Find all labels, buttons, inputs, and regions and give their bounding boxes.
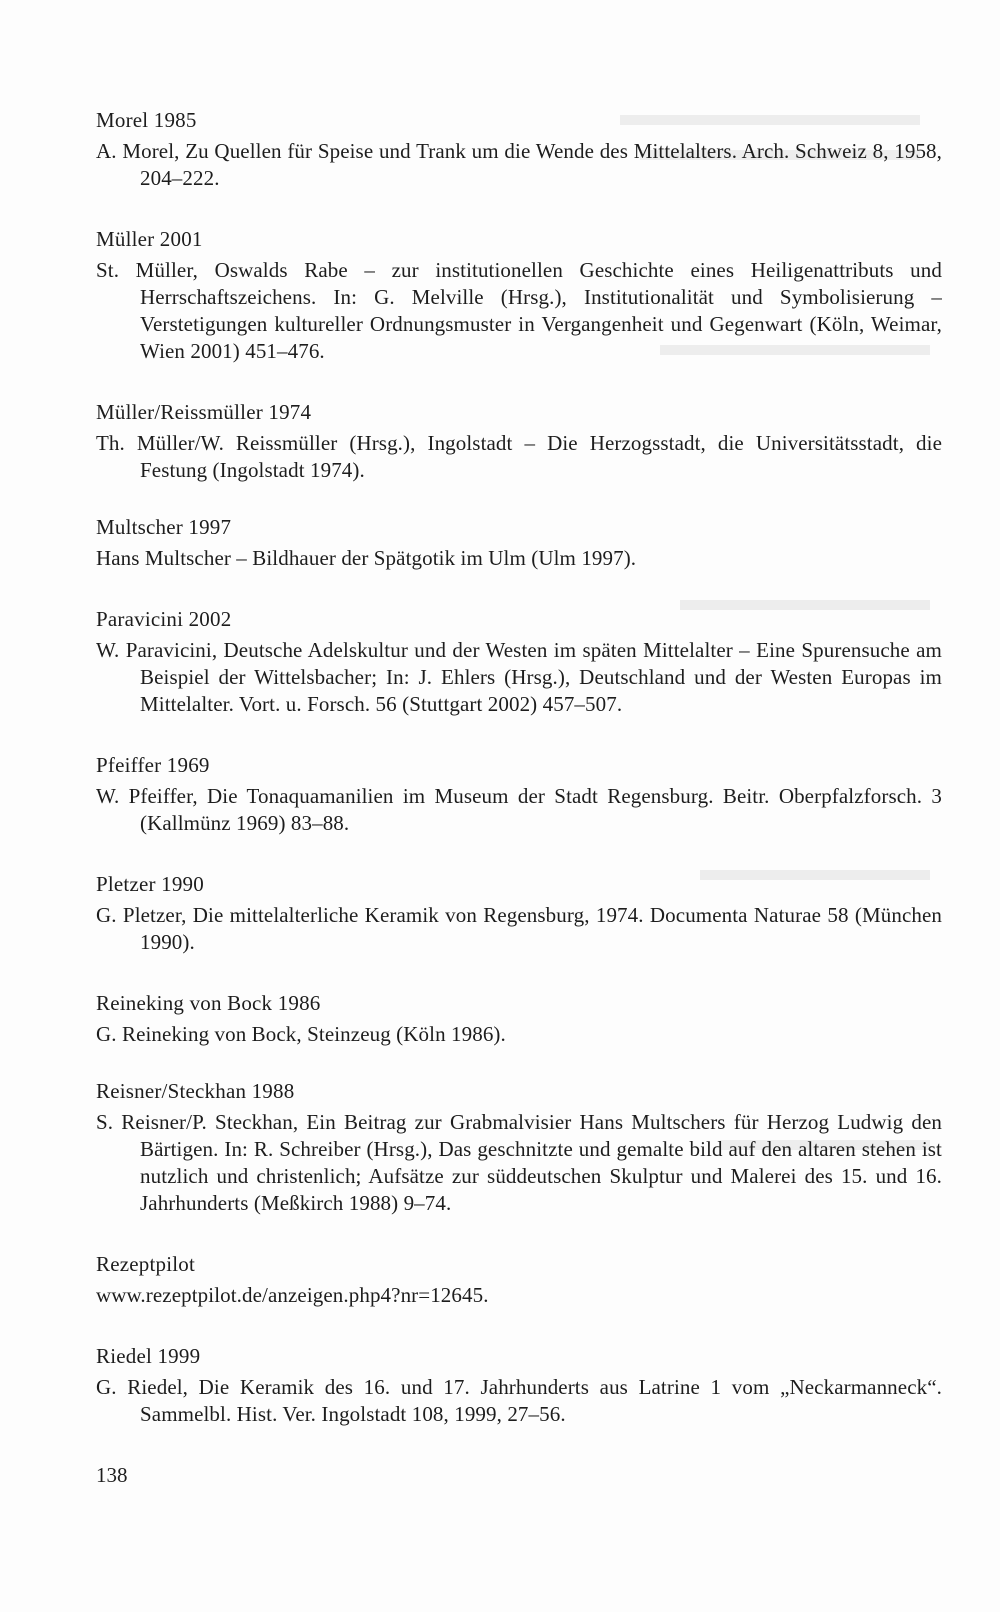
bibliography-entry: [96, 1078, 942, 1217]
bibliography-entry: [96, 514, 942, 572]
entry-reference: St. Müller, Oswalds Rabe – zur institutionellen Geschichte eines Heiligenattributs und Herrschaftszeichens. In: G. Melville (Hrsg.), Institutionalität und Symbolisierung – Verstetigungen kultureller Ordnungsmuster in Vergangenheit und Gegenwart (Köln, Weimar, Wien 2001) 451–476.: [96, 258, 942, 363]
entry-reference: www.rezeptpilot.de/anzeigen.php4?nr=12645.: [96, 1283, 489, 1307]
bibliography-entry: [96, 871, 942, 956]
entry-key: Multscher 1997: [96, 515, 232, 539]
entry-key: Reisner/Steckhan 1988: [96, 1079, 295, 1103]
entry-reference: G. Riedel, Die Keramik des 16. und 17. Jahrhunderts aus Latrine 1 vom „Neckarmanneck“. Sammelbl. Hist. Ver. Ingolstadt 108, 1999, 27–56.: [96, 1375, 942, 1426]
entry-key: Paravicini 2002: [96, 607, 232, 631]
bibliography-entry: [96, 752, 942, 837]
entry-key: Morel 1985: [96, 108, 197, 132]
entry-reference: S. Reisner/P. Steckhan, Ein Beitrag zur Grabmalvisier Hans Multschers für Herzog Ludwig den Bärtigen. In: R. Schreiber (Hrsg.), Das geschnitzte und gemalte bild auf den altaren stehen ist nutzlich und christenlich; Aufsätze zur süddeutschen Skulptur und Malerei des 15. und 16. Jahrhunderts (Meßkirch 1988) 9–74.: [96, 1110, 942, 1215]
entry-reference: W. Paravicini, Deutsche Adelskultur und der Westen im späten Mittelalter – Eine Spurensuche am Beispiel der Wittelsbacher; In: J. Ehlers (Hrsg.), Deutschland und der Westen Europas im Mittelalter. Vort. u. Forsch. 56 (Stuttgart 2002) 457–507.: [96, 638, 942, 716]
bibliography-entry: [96, 1343, 942, 1428]
bibliography-entry: [96, 990, 942, 1048]
bibliography-entry: [96, 606, 942, 718]
bibliography-entry: [96, 399, 942, 484]
bibliography-entry: [96, 107, 942, 192]
entry-key: Müller/Reissmüller 1974: [96, 400, 312, 424]
entry-reference: G. Pletzer, Die mittelalterliche Keramik von Regensburg, 1974. Documenta Naturae 58 (München 1990).: [96, 903, 942, 954]
page-number: 138: [96, 1463, 128, 1487]
entry-key: Riedel 1999: [96, 1344, 201, 1368]
entry-key: Pfeiffer 1969: [96, 753, 210, 777]
entry-key: Müller 2001: [96, 227, 203, 251]
bibliography-list: [96, 107, 942, 1462]
bibliography-entry: [96, 1251, 942, 1309]
entry-reference: Th. Müller/W. Reissmüller (Hrsg.), Ingolstadt – Die Herzogsstadt, die Universitätsstadt, die Festung (Ingolstadt 1974).: [96, 431, 942, 482]
entry-reference: W. Pfeiffer, Die Tonaquamanilien im Museum der Stadt Regensburg. Beitr. Oberpfalzforsch. 3 (Kallmünz 1969) 83–88.: [96, 784, 942, 835]
bibliography-entry: [96, 226, 942, 365]
entry-reference: Hans Multscher – Bildhauer der Spätgotik im Ulm (Ulm 1997).: [96, 546, 637, 570]
entry-key: Reineking von Bock 1986: [96, 991, 321, 1015]
entry-reference: G. Reineking von Bock, Steinzeug (Köln 1986).: [96, 1022, 506, 1046]
entry-key: Rezeptpilot: [96, 1252, 196, 1276]
entry-reference: A. Morel, Zu Quellen für Speise und Trank um die Wende des Mittelalters. Arch. Schweiz 8, 1958, 204–222.: [96, 139, 942, 190]
entry-key: Pletzer 1990: [96, 872, 204, 896]
